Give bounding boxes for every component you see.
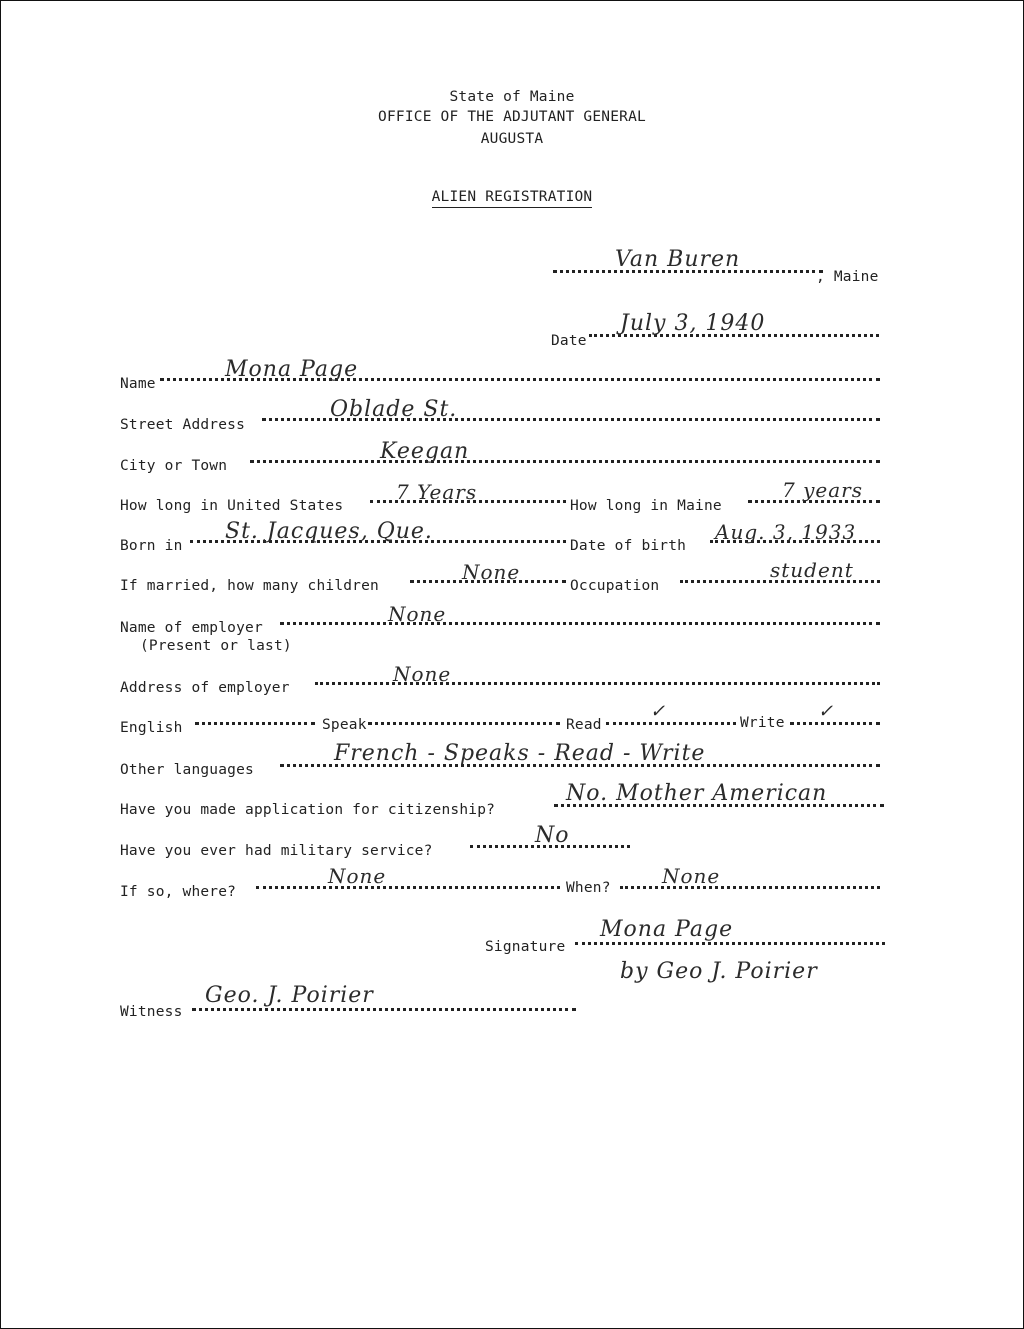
location-state-label: , Maine (816, 269, 879, 285)
read-label: Read (566, 717, 602, 733)
signature-by-value: by Geo J. Poirier (620, 959, 818, 984)
street-label: Street Address (120, 417, 246, 433)
dob-label: Date of birth (570, 538, 687, 554)
office-heading: OFFICE OF THE ADJUTANT GENERAL (378, 109, 646, 125)
write-leader (790, 722, 880, 725)
date-label: Date (551, 333, 587, 349)
state-heading: State of Maine (449, 89, 575, 105)
signature-leader (575, 942, 885, 945)
employer-name-value: None (388, 602, 447, 626)
name-label: Name (120, 376, 156, 392)
other-languages-value: French - Speaks - Read - Write (334, 741, 706, 766)
children-label: If married, how many children (120, 578, 379, 594)
where-label: If so, where? (120, 884, 237, 900)
read-value: ✓ (650, 701, 667, 722)
speak-label: Speak (322, 717, 367, 733)
write-label: Write (740, 715, 785, 731)
witness-leader (192, 1008, 576, 1011)
english-label: English (120, 720, 183, 736)
occupation-value: student (770, 558, 854, 582)
employer-name-sublabel: (Present or last) (140, 638, 292, 654)
employer-name-label: Name of employer (120, 620, 263, 636)
english-leader (195, 722, 315, 725)
date-value: July 3, 1940 (620, 311, 766, 336)
location-town: Van Buren (615, 247, 741, 272)
when-leader (620, 886, 880, 889)
city-leader (250, 460, 880, 463)
children-value: None (462, 560, 521, 584)
years-maine-label: How long in Maine (570, 498, 722, 514)
military-label: Have you ever had military service? (120, 843, 433, 859)
years-us-label: How long in United States (120, 498, 344, 514)
city-label: City or Town (120, 458, 228, 474)
employer-name-leader (280, 622, 880, 625)
write-value: ✓ (818, 701, 835, 722)
dob-value: Aug. 3, 1933 (715, 520, 857, 544)
witness-label: Witness (120, 1004, 183, 1020)
read-leader (606, 722, 736, 725)
other-languages-label: Other languages (120, 762, 254, 778)
when-value: None (662, 864, 721, 888)
years-us-value: 7 Years (396, 480, 478, 504)
where-leader (256, 886, 560, 889)
where-value: None (328, 864, 387, 888)
speak-leader (368, 722, 560, 725)
street-value: Oblade St. (330, 397, 458, 422)
years-maine-value: 7 years (782, 478, 863, 502)
citizenship-label: Have you made application for citizenship? (120, 802, 496, 818)
born-label: Born in (120, 538, 183, 554)
employer-address-value: None (393, 662, 452, 686)
military-value: No (535, 823, 570, 848)
witness-value: Geo. J. Poirier (205, 983, 374, 1008)
form-title: ALIEN REGISTRATION (392, 188, 632, 206)
citizenship-value: No. Mother American (566, 781, 828, 806)
name-value: Mona Page (225, 357, 359, 382)
employer-address-label: Address of employer (120, 680, 290, 696)
when-label: When? (566, 880, 611, 896)
occupation-label: Occupation (570, 578, 660, 594)
city-value: Keegan (380, 439, 470, 464)
signature-value: Mona Page (600, 917, 734, 942)
city-heading: AUGUSTA (480, 131, 544, 147)
born-value: St. Jacques, Que. (225, 519, 433, 544)
signature-label: Signature (485, 939, 566, 955)
